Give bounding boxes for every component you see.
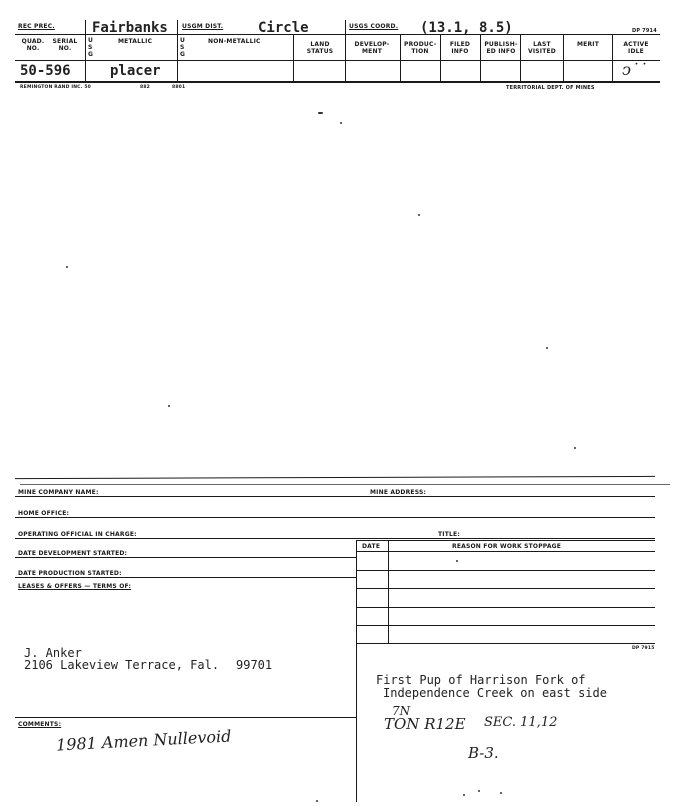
active-idle-label: ACTIVE IDLE <box>623 41 649 55</box>
mine-company-label: MINE COMPANY NAME: <box>18 489 99 496</box>
metallic-label: METALLIC <box>118 38 153 45</box>
serial-label: SERIAL NO. <box>52 38 78 52</box>
leases-label: LEASES & OFFERS — TERMS OF: <box>18 583 132 590</box>
owner-zip: 99701 <box>236 658 273 672</box>
non-metallic-label: NON-METALLIC <box>208 38 261 45</box>
township-range: TON R12E <box>384 715 466 733</box>
published-info-label: PUBLISH- ED INFO <box>484 41 518 55</box>
quad-label: QUAD. NO. <box>21 38 45 52</box>
title-label: TITLE: <box>438 531 460 538</box>
map-ref: B-3. <box>468 744 499 762</box>
footer-code-1: 882 <box>140 85 150 90</box>
rec-prec-value: Fairbanks <box>92 20 168 36</box>
serial-value: 50-596 <box>20 63 71 79</box>
rec-prec-label: REC PREC. <box>18 23 55 30</box>
filed-info-label: FILED INFO <box>449 41 471 55</box>
comment-handwritten: 1981 Amen Nullevoid <box>55 726 232 755</box>
footer-code-2: 8801 <box>172 85 186 90</box>
non-metallic-codes: U S G <box>180 37 186 58</box>
usgm-dist-value: Circle <box>258 20 309 36</box>
date-production-label: DATE PRODUCTION STARTED: <box>18 570 122 577</box>
footer-left: REMINGTON RAND INC. 50 <box>20 85 91 90</box>
date-col-label: DATE <box>362 543 381 550</box>
home-office-label: HOME OFFICE: <box>18 510 70 517</box>
land-status-label: LAND STATUS <box>306 41 334 55</box>
date-development-label: DATE DEVELOPMENT STARTED: <box>18 550 128 557</box>
development-label: DEVELOP- MENT <box>354 41 390 55</box>
location-line2: Independence Creek on east side <box>383 686 607 700</box>
form-number-bottom: DP 7915 <box>632 646 655 651</box>
last-visited-label: LAST VISITED <box>527 41 556 55</box>
usgs-coord-value: (13.1, 8.5) <box>420 20 513 36</box>
owner-name: J. Anker <box>24 646 82 660</box>
merit-label: MERIT <box>576 41 599 48</box>
mine-address-label: MINE ADDRESS: <box>370 489 427 496</box>
metallic-value: placer <box>110 63 161 79</box>
footer-right: TERRITORIAL DEPT. OF MINES <box>506 85 595 91</box>
usgm-dist-label: USGM DIST. <box>182 23 224 30</box>
township: 7N <box>392 704 411 718</box>
form-number-top: DP 7914 <box>632 28 657 34</box>
usgs-coord-label: USGS COORD. <box>349 23 399 30</box>
operating-official-label: OPERATING OFFICIAL IN CHARGE: <box>18 531 137 538</box>
reason-col-label: REASON FOR WORK STOPPAGE <box>452 543 562 550</box>
owner-address: 2106 Lakeview Terrace, Fal. <box>24 658 220 672</box>
active-idle-mark: ↄ˙˙ <box>622 60 647 79</box>
location-line1: First Pup of Harrison Fork of <box>376 673 586 687</box>
production-label: PRODUC- TION <box>404 41 437 55</box>
section: SEC. 11,12 <box>484 715 558 730</box>
metallic-codes: U S G <box>88 37 94 58</box>
comments-label: COMMENTS: <box>18 721 62 728</box>
